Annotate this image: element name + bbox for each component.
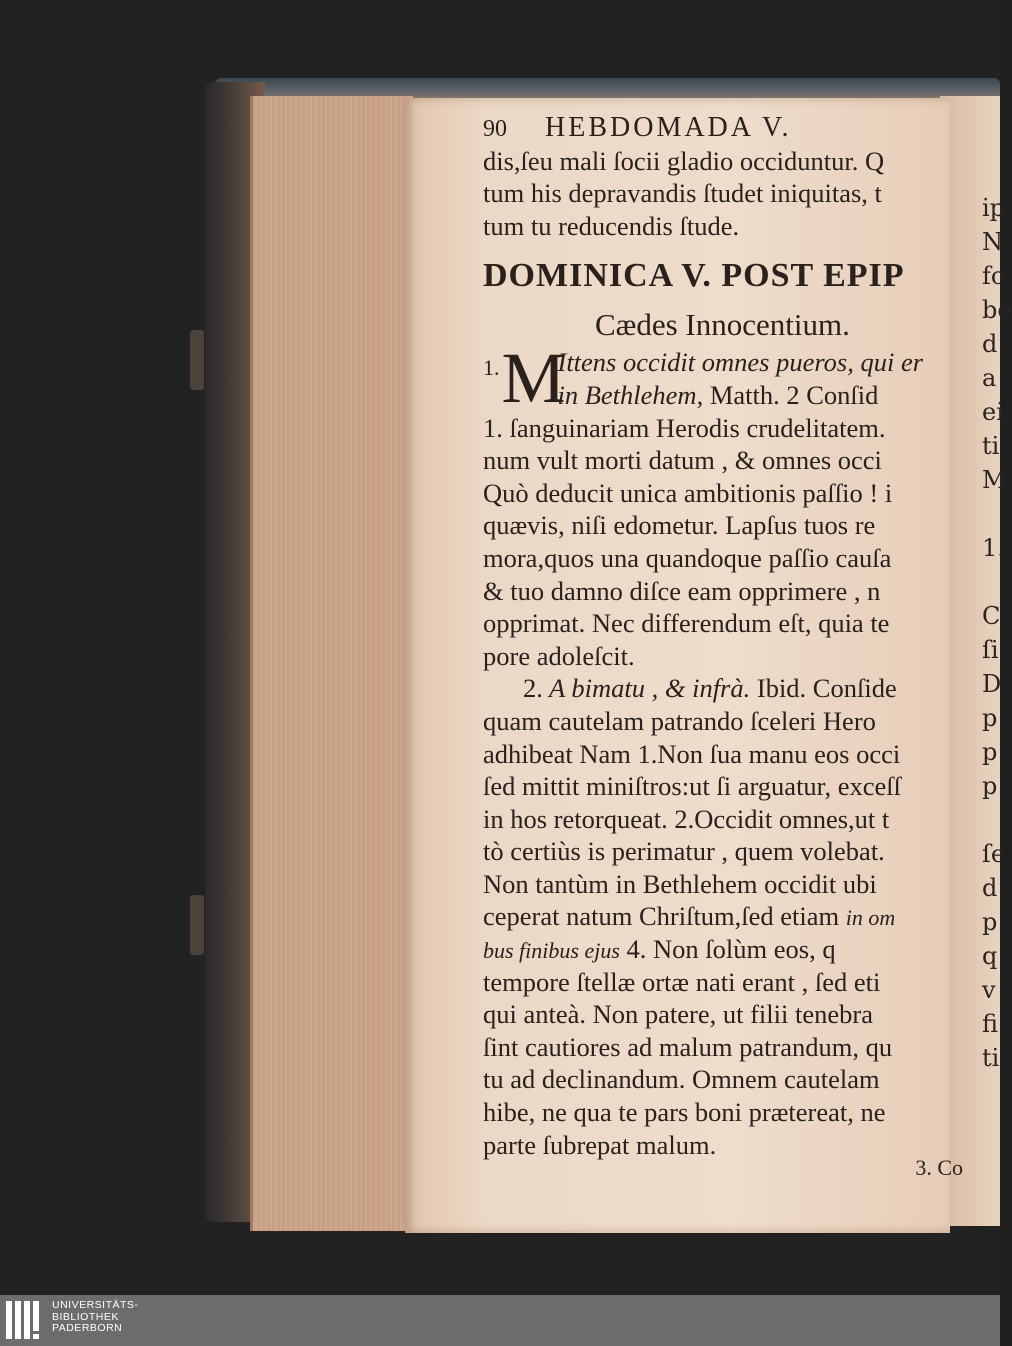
text-line: in hos retorqueat. 2.Occidit omnes,ut t xyxy=(483,803,890,834)
text-line: A bimatu , & infrà. xyxy=(542,673,751,704)
section-subtitle: Cædes Innocentium. xyxy=(595,307,850,343)
facing-page-fragment: p xyxy=(982,738,998,766)
facing-page-fragment: ei xyxy=(982,398,1004,426)
facing-page-fragment: ſi xyxy=(982,636,999,664)
drop-capital: M xyxy=(501,338,566,419)
library-bars-icon xyxy=(6,1301,44,1339)
facing-page-fragment: p xyxy=(982,908,998,936)
paragraph-1 xyxy=(483,338,963,672)
book-page xyxy=(405,98,963,1233)
text-line: ſint cautiores ad malum patrandum, qu xyxy=(483,1031,893,1062)
text-line: qui anteà. Non patere, ut filii tenebra xyxy=(483,999,873,1030)
page-text xyxy=(483,112,963,1180)
text-line: ceperat natum Chriſtum,ſed etiam xyxy=(483,901,846,932)
facing-page-fragment: D xyxy=(982,670,1002,698)
facing-page-fragment: be xyxy=(982,296,1012,324)
page-edges xyxy=(250,96,413,1231)
text-line: mora,quos una quandoque paſſio cauſa xyxy=(483,542,892,573)
library-name-line: UNIVERSITÄTS- xyxy=(52,1299,139,1311)
text-line: Matth. 2 Conſid xyxy=(703,379,879,410)
library-footer xyxy=(0,1295,1000,1346)
running-head-title: HEBDOMADA V. xyxy=(545,112,792,143)
text-line: 1. ſanguinariam Herodis crudelitatem. xyxy=(483,412,886,443)
text-line: Ibid. Conſide xyxy=(750,673,897,704)
catchword: 3. Co xyxy=(915,1155,963,1180)
library-name-line: BIBLIOTHEK xyxy=(52,1310,119,1323)
text-line: tum his depravandis ſtudet iniquitas, t xyxy=(483,178,882,209)
text-line: ſed mittit miniſtros:ut ſi arguatur, exceſſ xyxy=(483,771,901,802)
paragraph-2 xyxy=(483,672,963,1161)
text-line: 4. Non ſolùm eos, q xyxy=(619,934,836,965)
text-line: parte ſubrepat malum. xyxy=(483,1129,717,1160)
clasp-icon xyxy=(190,895,204,955)
facing-page-fragment: p xyxy=(982,772,998,800)
text-line: in Bethlehem, xyxy=(557,379,704,410)
text-line: quam cautelam patrando ſceleri Hero xyxy=(483,705,876,736)
text-line: tum tu reducendis ſtude. xyxy=(483,210,740,241)
text-line: tò certiùs is perimatur , quem volebat. xyxy=(483,836,885,867)
facing-page-fragment: p xyxy=(982,704,998,732)
text-line: num vult morti datum , & omnes occi xyxy=(483,445,882,476)
text-line: Non tantùm in Bethlehem occidit ubi xyxy=(483,868,877,899)
facing-page-fragment: N xyxy=(982,228,1003,256)
text-line: adhibeat Nam 1.Non ſua manu eos occi xyxy=(483,738,901,769)
text-line: Quò deducit unica ambitionis paſſio ! i xyxy=(483,477,893,508)
text-line: quævis, niſi edometur. Lapſus tuos re xyxy=(483,510,876,541)
facing-page-fragment: ip xyxy=(982,194,1006,222)
facing-page-fragment: ti xyxy=(982,432,1000,460)
facing-page-fragment: 1. xyxy=(982,534,1005,562)
facing-page-fragment: C xyxy=(982,602,1001,630)
facing-page-fragment: ſe xyxy=(982,840,1006,868)
clasp-icon xyxy=(190,330,204,390)
text-line: opprimat. Nec differendum eſt, quia te xyxy=(483,608,890,639)
page-number: 90 xyxy=(483,116,507,142)
text-line: tempore ſtellæ ortæ nati erant , ſed eti xyxy=(483,966,881,997)
facing-page-fragment: d xyxy=(982,330,998,358)
text-line: Ittens occidit omnes pueros, qui er xyxy=(557,347,924,378)
paragraph-number: 1. xyxy=(483,355,500,381)
text-line: in om xyxy=(845,905,896,931)
library-name xyxy=(52,1300,138,1335)
facing-page-fragment: a xyxy=(982,364,997,392)
running-head xyxy=(483,112,963,145)
text-line: dis,ſeu mali ſocii gladio occiduntur. Q xyxy=(483,145,885,176)
text-line: tu ad declinandum. Omnem cautelam xyxy=(483,1064,880,1095)
facing-page-fragment: fi xyxy=(982,1010,999,1038)
text-line: pore adoleſcit. xyxy=(483,640,635,671)
text-line: bus finibus ejus xyxy=(483,938,620,964)
text-line: hibe, ne qua te pars boni prætereat, ne xyxy=(483,1097,886,1128)
facing-page-fragment: q xyxy=(982,942,998,970)
text-line: & tuo damno diſce eam opprimere , n xyxy=(483,575,881,606)
paragraph-number: 2. xyxy=(523,673,543,704)
library-name-line: PADERBORN xyxy=(52,1322,123,1334)
facing-page-fragment: ti xyxy=(982,1044,1000,1072)
section-title: DOMINICA V. POST EPIP xyxy=(483,257,905,295)
facing-page-fragment: v xyxy=(982,976,996,1004)
facing-page-fragment: fo xyxy=(982,262,1006,290)
facing-page-fragment: d xyxy=(982,874,998,902)
facing-page-fragment: M xyxy=(982,466,1007,494)
